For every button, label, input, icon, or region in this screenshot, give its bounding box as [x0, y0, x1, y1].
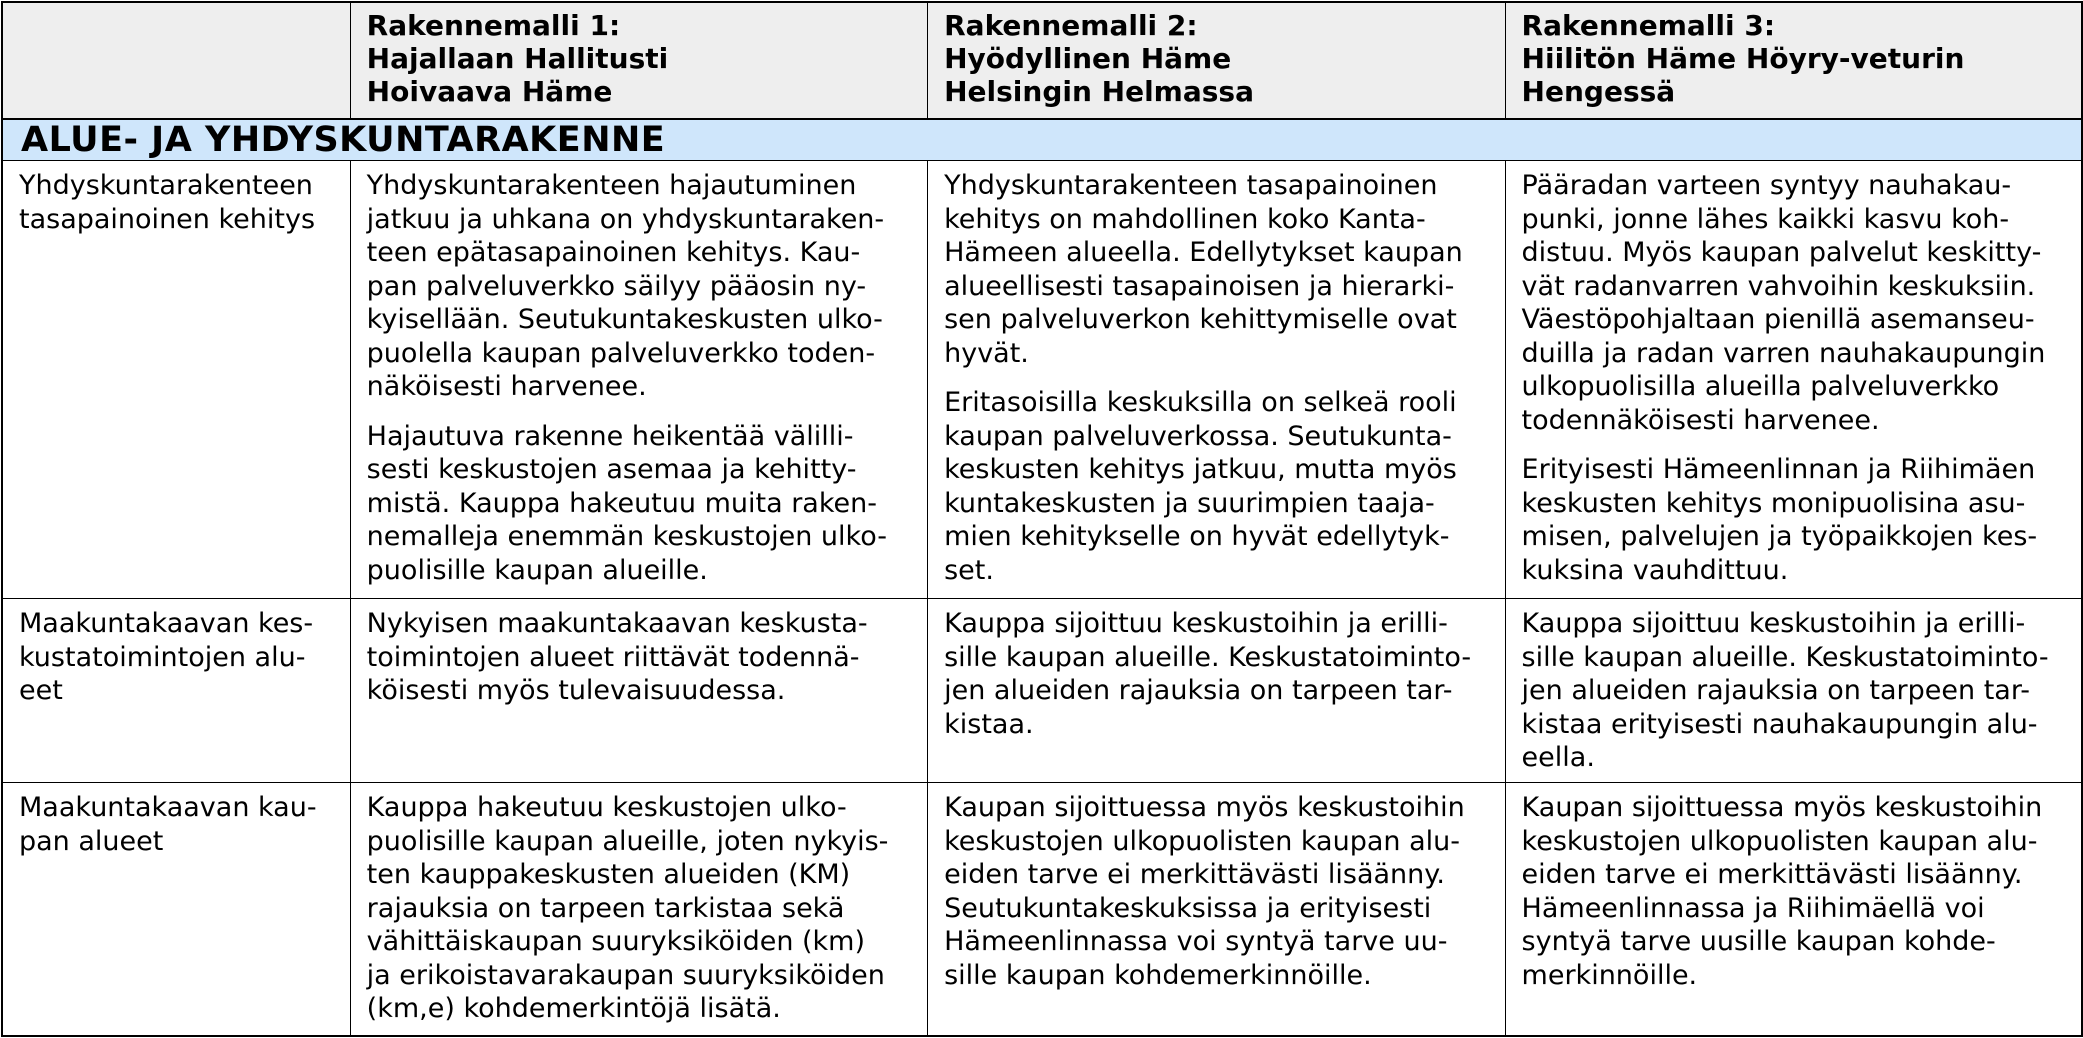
- text-line: pan palveluverkko säilyy pääosin ny-: [366, 270, 867, 302]
- paragraph: [367, 169, 913, 404]
- row-model-1-cell: [351, 599, 928, 782]
- row-model-1-cell: [351, 161, 928, 598]
- text-line: punki, jonne lähes kaikki kasvu koh-: [1521, 203, 2010, 235]
- text-line: Hajautuva rakenne heikentää välilli-: [366, 420, 854, 452]
- header-model-2-line: Hyödyllinen Häme: [944, 42, 1232, 75]
- text-line: sille kaupan kohdemerkinnöille.: [944, 959, 1372, 991]
- text-line: distuu. Myös kaupan palvelut keskitty-: [1521, 237, 2042, 268]
- paragraph: [367, 791, 913, 1026]
- paragraph: [1522, 453, 2067, 587]
- row-label-line: kustatoimintojen alu-: [19, 641, 306, 673]
- text-line: sesti keskustojen asemaa ja kehitty-: [366, 454, 857, 485]
- row-model-3-cell: [1506, 783, 2081, 1035]
- row-model-3-cell: [1506, 161, 2081, 598]
- row-label-line: eet: [19, 675, 63, 706]
- text-line: Yhdyskuntarakenteen hajautuminen: [366, 170, 857, 201]
- paragraph: [944, 169, 1490, 370]
- comparison-table: [1, 1, 2083, 1037]
- header-model-3-line: Hiilitön Häme Höyry-veturin: [1521, 42, 1965, 75]
- text-line: (km,e) kohdemerkintöjä lisätä.: [366, 993, 781, 1024]
- table-row: [3, 599, 2081, 783]
- paragraph: [1522, 791, 2067, 992]
- header-model-3-line: Hengessä: [1521, 75, 1676, 108]
- text-line: keskustojen ulkopuolisten kaupan alu-: [1521, 825, 2038, 857]
- header-model-1-line: Hoivaava Häme: [366, 75, 613, 108]
- text-line: sille kaupan alueille. Keskustatoiminto-: [944, 641, 1472, 673]
- header-model-1-line: Hajallaan Hallitusti: [366, 42, 669, 75]
- text-line: kyisellään. Seutukuntakeskusten ulko-: [366, 304, 883, 335]
- row-label-line: tasapainoinen kehitys: [19, 203, 316, 235]
- text-line: Väestöpohjaltaan pienillä asemanseu-: [1521, 304, 2035, 335]
- text-line: puolisille kaupan alueille.: [366, 554, 708, 586]
- row-model-1-cell: [351, 783, 928, 1035]
- text-line: jatkuu ja uhkana on yhdyskuntaraken-: [366, 203, 885, 235]
- text-line: duilla ja radan varren nauhakaupungin: [1521, 337, 2046, 369]
- text-line: Eritasoisilla keskuksilla on selkeä rooli: [944, 387, 1457, 418]
- text-line: Kauppa sijoittuu keskustoihin ja erilli-: [1521, 608, 2026, 639]
- text-line: puolella kaupan palveluverkko toden-: [366, 337, 876, 369]
- text-line: eella.: [1521, 742, 1595, 773]
- row-label-line: pan alueet: [19, 825, 164, 857]
- text-line: nemalleja enemmän keskustojen ulko-: [366, 521, 887, 552]
- text-line: todennäköisesti harvenee.: [1521, 404, 1880, 436]
- text-line: sen palveluverkon kehittymiselle ovat: [944, 304, 1457, 335]
- header-model-2-line: Helsingin Helmassa: [944, 75, 1254, 108]
- paragraph: [367, 607, 913, 708]
- paragraph: [944, 791, 1490, 992]
- text-line: ulkopuolisilla alueilla palveluverkko: [1521, 371, 2000, 402]
- paragraph: [1522, 169, 2067, 437]
- text-line: sille kaupan alueille. Keskustatoiminto-: [1521, 641, 2049, 673]
- paragraph: [944, 607, 1490, 741]
- text-line: vähittäiskaupan suuryksiköiden (km): [366, 926, 866, 957]
- header-model-1-line: Rakennemalli 1:: [366, 9, 621, 42]
- text-line: Kaupan sijoittuessa myös keskustoihin: [1521, 792, 2043, 823]
- text-line: Erityisesti Hämeenlinnan ja Riihimäen: [1521, 454, 2036, 485]
- text-line: vät radanvarren vahvoihin keskuksiin.: [1521, 270, 2036, 302]
- header-model-2-line: Rakennemalli 2:: [944, 9, 1198, 42]
- text-line: toimintojen alueet riittävät todennä-: [366, 641, 860, 673]
- header-model-2: [928, 3, 1505, 118]
- text-line: set.: [944, 554, 994, 586]
- text-line: keskusten kehitys monipuolisina asu-: [1521, 487, 2026, 519]
- text-line: Kauppa sijoittuu keskustoihin ja erilli-: [944, 608, 1448, 639]
- text-line: keskustojen ulkopuolisten kaupan alu-: [944, 825, 1460, 857]
- text-line: kaupan palveluverkossa. Seutukunta-: [944, 420, 1452, 452]
- text-line: Yhdyskuntarakenteen tasapainoinen: [944, 170, 1438, 201]
- text-line: kistaa erityisesti nauhakaupungin alu-: [1521, 708, 2038, 740]
- paragraph: [1522, 607, 2067, 775]
- text-line: Hämeenlinnassa voi syntyä tarve uu-: [944, 926, 1448, 957]
- text-line: hyvät.: [944, 337, 1029, 369]
- text-line: ja erikoistavarakaupan suuryksiköiden: [366, 959, 885, 991]
- text-line: Kauppa hakeutuu keskustojen ulko-: [366, 792, 847, 823]
- text-line: kuntakeskusten ja suurimpien taaja-: [944, 487, 1435, 519]
- text-line: rajauksia on tarpeen tarkistaa sekä: [366, 892, 845, 924]
- text-line: kuksina vauhdittuu.: [1521, 554, 1789, 586]
- row-label: [3, 599, 351, 782]
- text-line: keskusten kehitys jatkuu, mutta myös: [944, 454, 1457, 485]
- text-line: ten kauppakeskusten alueiden (KM): [366, 859, 851, 890]
- header-empty-cell: [3, 3, 351, 118]
- text-line: Seutukuntakeskuksissa ja erityisesti: [944, 892, 1432, 924]
- text-line: alueellisesti tasapainoisen ja hierarki-: [944, 270, 1455, 302]
- text-line: kistaa.: [944, 708, 1034, 740]
- row-label: [3, 783, 351, 1035]
- text-line: jen alueiden rajauksia on tarpeen tar-: [944, 675, 1453, 706]
- row-label-line: Yhdyskuntarakenteen: [19, 170, 313, 201]
- row-label-line: Maakuntakaavan kes-: [19, 608, 314, 639]
- table-row: [3, 783, 2081, 1035]
- row-model-3-cell: [1506, 599, 2081, 782]
- text-line: mistä. Kauppa hakeutuu muita raken-: [366, 487, 877, 519]
- paragraph: [367, 420, 913, 588]
- text-line: eiden tarve ei merkittävästi lisäänny.: [1521, 859, 2023, 890]
- row-model-2-cell: [928, 161, 1505, 598]
- section-title: ALUE- JA YHDYSKUNTARAKENNE: [3, 120, 2081, 161]
- text-line: köisesti myös tulevaisuudessa.: [366, 675, 786, 706]
- header-model-3: [1506, 3, 2081, 118]
- table-row: [3, 161, 2081, 599]
- row-model-2-cell: [928, 599, 1505, 782]
- paragraph: [944, 386, 1490, 587]
- text-line: mien kehitykselle on hyvät edellytyk-: [944, 521, 1450, 552]
- row-label-line: Maakuntakaavan kau-: [19, 792, 317, 823]
- row-label: [3, 161, 351, 598]
- text-line: syntyä tarve uusille kaupan kohde-: [1521, 926, 1996, 957]
- header-row: [3, 3, 2081, 120]
- text-line: teen epätasapainoinen kehitys. Kau-: [366, 237, 861, 268]
- header-model-1: [351, 3, 928, 118]
- text-line: puolisille kaupan alueille, joten nykyis-: [366, 825, 889, 857]
- text-line: jen alueiden rajauksia on tarpeen tar-: [1521, 675, 2030, 706]
- text-line: Nykyisen maakuntakaavan keskusta-: [366, 608, 868, 639]
- text-line: eiden tarve ei merkittävästi lisäänny.: [944, 859, 1445, 890]
- text-line: Hämeenlinnassa ja Riihimäellä voi: [1521, 892, 1985, 924]
- text-line: näköisesti harvenee.: [366, 371, 647, 402]
- text-line: misen, palvelujen ja työpaikkojen kes-: [1521, 521, 2038, 552]
- text-line: Hämeen alueella. Edellytykset kaupan: [944, 237, 1463, 268]
- text-line: kehitys on mahdollinen koko Kanta-: [944, 203, 1426, 235]
- text-line: Pääradan varteen syntyy nauhakau-: [1521, 170, 2012, 201]
- header-model-3-line: Rakennemalli 3:: [1521, 9, 1776, 42]
- row-model-2-cell: [928, 783, 1505, 1035]
- text-line: merkinnöille.: [1521, 959, 1698, 991]
- text-line: Kaupan sijoittuessa myös keskustoihin: [944, 792, 1465, 823]
